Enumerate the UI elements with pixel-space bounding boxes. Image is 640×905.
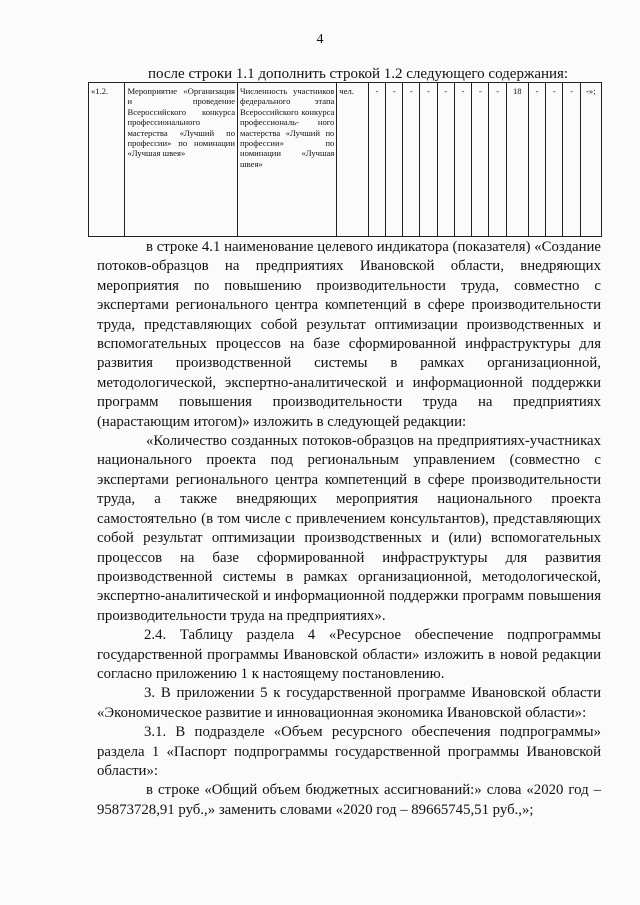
value-cell: - bbox=[472, 83, 489, 237]
unit-cell: чел. bbox=[337, 83, 368, 237]
value-cell: - bbox=[368, 83, 385, 237]
value-cell: - bbox=[386, 83, 403, 237]
paragraph-2-4: 2.4. Таблицу раздела 4 «Ресурсное обеспечение подпрограммы государственной программы Ивановской области» изложить в новой редакции согласно приложению 1 к настоящему постановлению. bbox=[97, 627, 601, 682]
intro-line: после строки 1.1 дополнить строкой 1.2 следующего содержания: bbox=[148, 66, 569, 82]
value-cell: - bbox=[454, 83, 471, 237]
indicator-cell: Численность участников федерального этапа Всероссийского конкурса профессиональ- ного мастерства «Лучший по профессии» по номинации «Лучшая швея» bbox=[238, 83, 337, 237]
value-cell: - bbox=[563, 83, 580, 237]
value-cell: -»; bbox=[580, 83, 601, 237]
value-cell: - bbox=[528, 83, 545, 237]
paragraph-indicator-line: в строке 4.1 наименование целевого индикатора (показателя) «Создание потоков-образцов на предприятиях Ивановской области, внедряющих мероприятия по повышению производительности труда, совместно с экспертами регионального центра компетенций в сфере производительности труда, представляющих собой результат оптимизации производственных и вспомогательных процессов на базе сформированной инфраструктуры для развития производственной системы в рамках организационной, методологической, экспертно-аналитической и информационной поддержки программ повышения производительности труда на предприятиях (нарастающим итогом)» изложить в следующей редакции: bbox=[97, 239, 601, 430]
paragraph-budget-line: в строке «Общий объем бюджетных ассигнований:» слова «2020 год – 95873728,91 руб.,» заменить словами «2020 год – 89665745,51 руб.,»; bbox=[97, 782, 601, 818]
document-body bbox=[97, 238, 601, 820]
value-cell: - bbox=[437, 83, 454, 237]
value-cell: - bbox=[420, 83, 437, 237]
value-cell: 18 bbox=[506, 83, 528, 237]
paragraph-3-1: 3.1. В подразделе «Объем ресурсного обеспечения подпрограммы» раздела 1 «Паспорт подпрограммы государственной программы Ивановской области»: bbox=[97, 724, 601, 779]
row-number-cell: «1.2. bbox=[89, 83, 125, 237]
table-row bbox=[89, 83, 602, 237]
paragraph-3: 3. В приложении 5 к государственной программе Ивановской области «Экономическое развитие и инновационная экономика Ивановской области»: bbox=[97, 685, 601, 721]
activity-cell: Мероприятие «Организация и проведение Всероссийского конкурса профессионального мастерства «Лучший по профессии» по номинации «Лучшая швея» bbox=[125, 83, 238, 237]
value-cell: - bbox=[403, 83, 420, 237]
value-cell: - bbox=[489, 83, 506, 237]
amendment-table bbox=[88, 82, 602, 237]
value-cell: - bbox=[546, 83, 563, 237]
paragraph-new-wording: «Количество созданных потоков-образцов на предприятиях-участниках национального проекта под региональным управлением (совместно с экспертами регионального центра компетенций в сфере производительности труда, а также внедряющих мероприятия национального проекта самостоятельно (в том числе с привлечением консультантов), представляющих собой результат оптимизации производственных и (или) вспомогательных процессов на базе сформированной инфраструктуры для развития производственной системы в рамках организационной, методологической, экспертно-аналитической и информационной поддержки программ повышения производительности труда на предприятиях». bbox=[97, 433, 601, 624]
page-number: 4 bbox=[316, 32, 324, 47]
